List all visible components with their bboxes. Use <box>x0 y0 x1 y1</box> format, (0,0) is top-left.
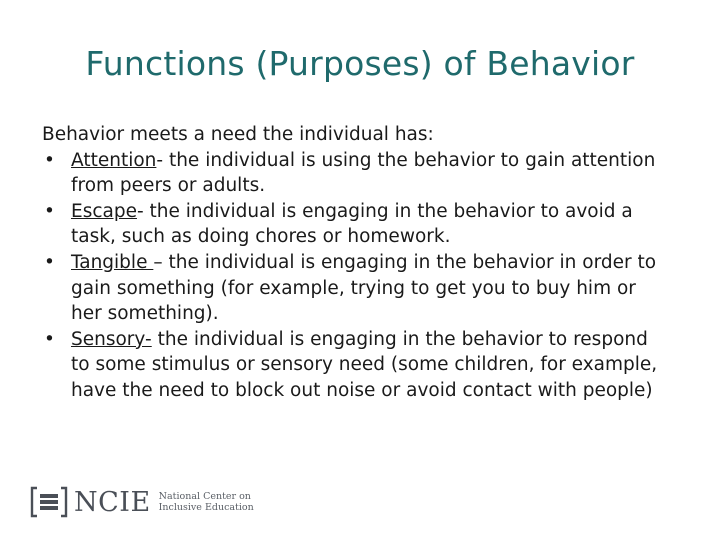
term-escape: Escape <box>71 200 137 222</box>
ncie-bracket-logo-icon <box>28 485 70 519</box>
slide-body <box>42 122 672 404</box>
bullet-icon: • <box>44 149 55 171</box>
description-sensory: the individual is engaging in the behavior to respond to some stimulus or sensory need (some children, for example, have the need to block out noise or avoid contact with people) <box>71 328 658 401</box>
functions-list <box>42 148 672 404</box>
bullet-icon: • <box>44 251 55 273</box>
list-item-sensory <box>42 327 672 404</box>
logo-organization-name <box>159 491 259 513</box>
description-escape: - the individual is engaging in the behavior to avoid a task, such as doing chores or homework. <box>71 200 633 248</box>
term-attention: Attention <box>71 149 157 171</box>
list-item-attention <box>42 148 672 199</box>
bullet-icon: • <box>44 200 55 222</box>
term-sensory: Sensory- <box>71 328 152 350</box>
logo-line-1: National Center on <box>158 491 251 502</box>
slide-title: Functions (Purposes) of Behavior <box>85 44 635 83</box>
description-tangible: – the individual is engaging in the behavior in order to gain something (for example, trying to get you to buy him or her something). <box>71 251 657 325</box>
term-tangible: Tangible <box>71 251 154 273</box>
intro-text: Behavior meets a need the individual has: <box>42 124 434 145</box>
logo-line-2: Inclusive Education <box>158 502 254 513</box>
list-item-escape <box>42 199 672 250</box>
bullet-icon: • <box>44 328 55 350</box>
description-attention: - the individual is using the behavior to gain attention from peers or adults. <box>71 149 656 197</box>
ncie-logo <box>28 484 259 520</box>
logo-acronym: NCIE <box>74 486 151 518</box>
list-item-tangible <box>42 250 672 327</box>
